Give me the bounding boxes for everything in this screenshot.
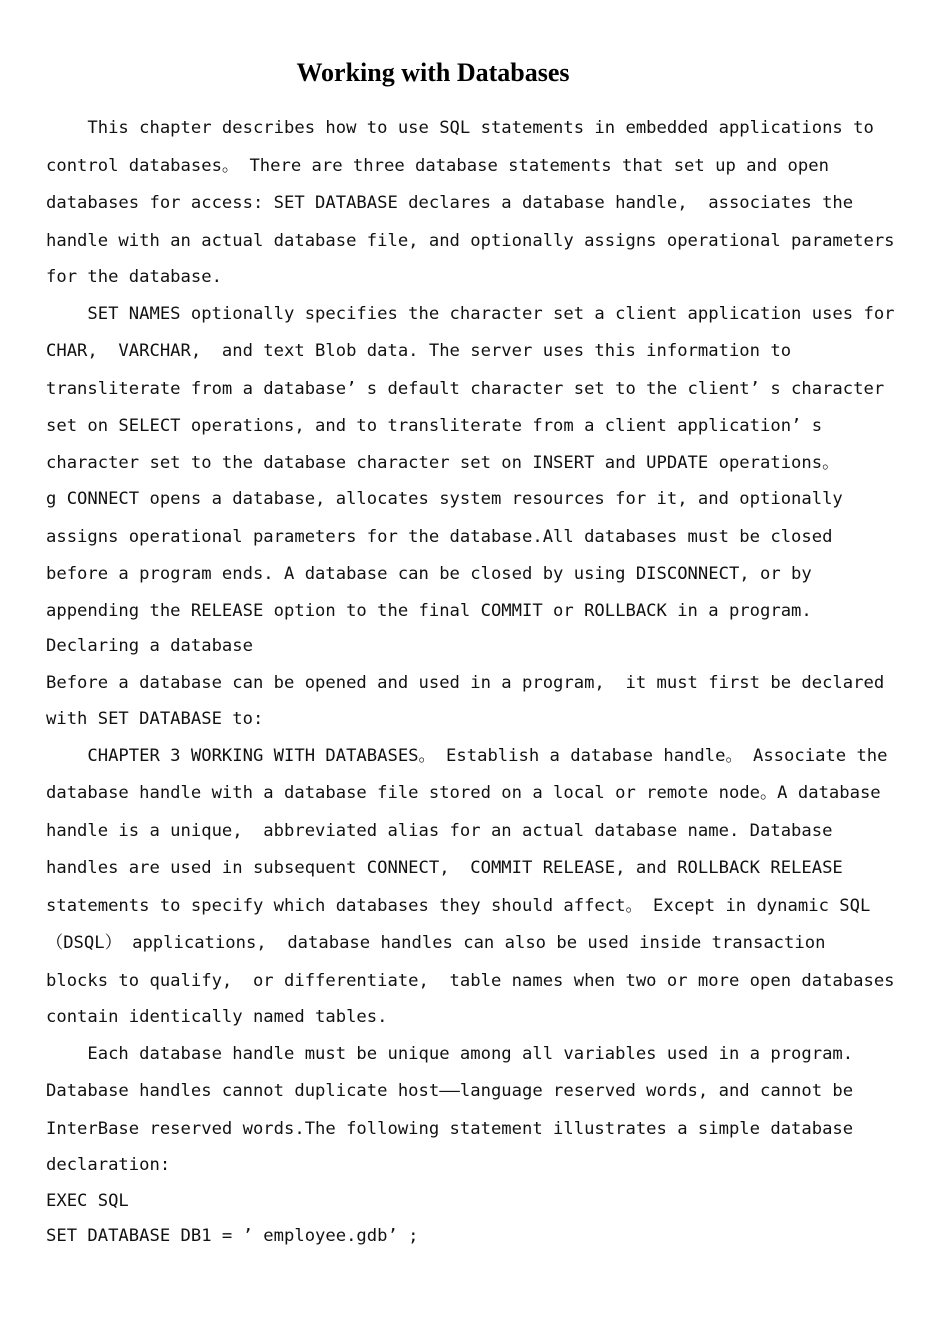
text-line: set on SELECT operations, and to transliterate from a client application’ s [46,416,823,436]
text-line: assigns operational parameters for the database.All databases must be closed [46,526,833,547]
text-line: CHAR, VARCHAR, and text Blob data. The server uses this information to [46,341,792,361]
text-line: declaration: [46,1155,171,1175]
text-line: g CONNECT opens a database, allocates system resources for it, and optionally [46,489,843,509]
text-line: contain identically named tables. [46,1007,388,1027]
text-line: handles are used in subsequent CONNECT, COMMIT RELEASE, and ROLLBACK RELEASE [46,858,843,878]
text-line: character set to the database character set on INSERT and UPDATE operations。 [46,452,840,473]
document-body [46,110,906,1255]
text-line: Each database handle must be unique among all variables used in a program. [46,1043,854,1064]
section-heading: Declaring a database [46,636,253,656]
text-line: handle with an actual database file, and optionally assigns operational parameters [46,230,895,251]
text-line: SET NAMES optionally specifies the character set a client application uses for [46,303,895,324]
code-line: SET DATABASE DB1 = ’ employee.gdb’ ; [46,1226,419,1246]
text-line: blocks to qualify, or differentiate, table names when two or more open databases [46,970,895,991]
text-line: handle is a unique, abbreviated alias for an actual database name. Database [46,820,833,841]
text-line: statements to specify which databases they should affect。 Except in dynamic SQL [46,895,871,916]
text-line: databases for access: SET DATABASE declares a database handle, associates the [46,193,854,213]
text-line: This chapter describes how to use SQL statements in embedded applications to [46,118,874,138]
page-title: Working with Databases [296,58,570,87]
text-line: before a program ends. A database can be closed by using DISCONNECT, or by [46,564,812,584]
text-line: （DSQL） applications, database handles can also be used inside transaction [46,933,826,953]
text-line: Before a database can be opened and used in a program, it must first be declared [46,672,885,693]
text-line: database handle with a database file stored on a local or remote node。A database [46,783,881,803]
text-line: for the database. [46,267,222,287]
text-line: transliterate from a database’ s default character set to the client’ s character [46,378,885,399]
text-line: control databases。 There are three database statements that set up and open [46,155,829,176]
text-line: CHAPTER 3 WORKING WITH DATABASES。 Establish a database handle。 Associate the [46,745,888,766]
text-line: Database handles cannot duplicate host——language reserved words, and cannot be [46,1081,854,1101]
code-line: EXEC SQL [46,1190,129,1211]
text-line: InterBase reserved words.The following statement illustrates a simple database [46,1118,854,1139]
text-line: with SET DATABASE to: [46,709,264,729]
text-line: appending the RELEASE option to the final COMMIT or ROLLBACK in a program. [46,600,812,621]
